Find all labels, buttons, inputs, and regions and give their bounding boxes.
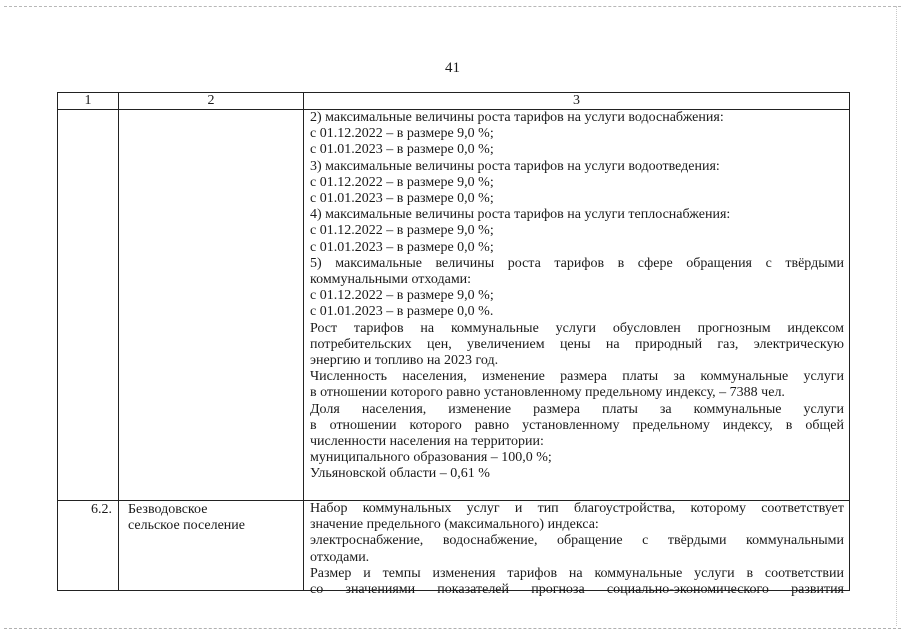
description-text (310, 501, 844, 598)
text-line: электроснабжение, водоснабжение, обращение с твёрдыми коммунальными (310, 533, 844, 549)
text-line: Ульяновской области – 0,61 % (310, 466, 490, 482)
scan-edge-right (896, 6, 897, 626)
description-cell (304, 110, 850, 501)
text-line: с 01.01.2023 – в размере 0,0 %. (310, 304, 494, 320)
text-line: Доля населения, изменение размера платы за коммунальные услуги (310, 401, 844, 417)
settlement-name-cell (119, 110, 304, 501)
tariff-table (57, 92, 850, 598)
text-line: коммунальными отходами: (310, 272, 472, 288)
text-line: со значениями показателей прогноза социально-экономического развития (310, 582, 844, 598)
text-line: с 01.12.2022 – в размере 9,0 %; (310, 174, 494, 190)
table-row (58, 110, 850, 501)
text-line: в отношении которого равно установленному предельному индексу, – 7388 чел. (310, 385, 785, 401)
description-text (310, 110, 844, 483)
text-line: потребительских цен, увеличением цены на природный газ, электрическую (310, 336, 844, 352)
text-line: Набор коммунальных услуг и тип благоустройства, которому соответствует (310, 501, 844, 516)
text-line: с 01.12.2022 – в размере 9,0 %; (310, 223, 494, 239)
text-line: 2) максимальные величины роста тарифов на услуги водоснабжения: (310, 110, 724, 125)
text-line: Рост тарифов на коммунальные услуги обусловлен прогнозным индексом (310, 320, 844, 336)
text-line: с 01.12.2022 – в размере 9,0 %; (310, 288, 494, 304)
text-line: Размер и темпы изменения тарифов на коммунальные услуги в соответствии (310, 565, 844, 581)
scan-edge-top (4, 6, 901, 7)
settlement-name-cell (119, 501, 304, 591)
row-number-cell (58, 110, 119, 501)
page-number: 41 (445, 60, 460, 76)
text-line: 5) максимальные величины роста тарифов в сфере обращения с твёрдыми (310, 255, 844, 271)
table-header-row (58, 93, 850, 110)
text-line: с 01.01.2023 – в размере 0,0 %; (310, 142, 494, 158)
column-header-3: 3 (304, 93, 850, 110)
text-line: Численность населения, изменение размера платы за коммунальные услуги (310, 369, 844, 385)
text-line: значение предельного (максимального) индекса: (310, 517, 599, 533)
table-row (58, 501, 850, 591)
text-line: с 01.01.2023 – в размере 0,0 %; (310, 239, 494, 255)
column-header-1: 1 (58, 93, 119, 110)
text-line: 4) максимальные величины роста тарифов на услуги теплоснабжения: (310, 207, 731, 223)
row-number-cell: 6.2. (58, 501, 119, 591)
text-line: энергию и топливо на 2023 год. (310, 353, 499, 369)
text-line: в отношении которого равно установленному предельному индексу, в общей (310, 417, 844, 433)
column-header-2: 2 (119, 93, 304, 110)
settlement-name-line: Безводовское (128, 502, 208, 517)
description-cell (304, 501, 850, 598)
text-line: с 01.12.2022 – в размере 9,0 %; (310, 126, 494, 142)
settlement-name-line: сельское поселение (128, 518, 245, 534)
text-line: муниципального образования – 100,0 %; (310, 450, 552, 466)
text-line: 3) максимальные величины роста тарифов на услуги водоотведения: (310, 158, 720, 174)
text-line: отходами. (310, 549, 370, 565)
scan-edge-bottom (4, 628, 901, 629)
text-line: с 01.01.2023 – в размере 0,0 %; (310, 191, 494, 207)
text-line: численности населения на территории: (310, 434, 544, 450)
